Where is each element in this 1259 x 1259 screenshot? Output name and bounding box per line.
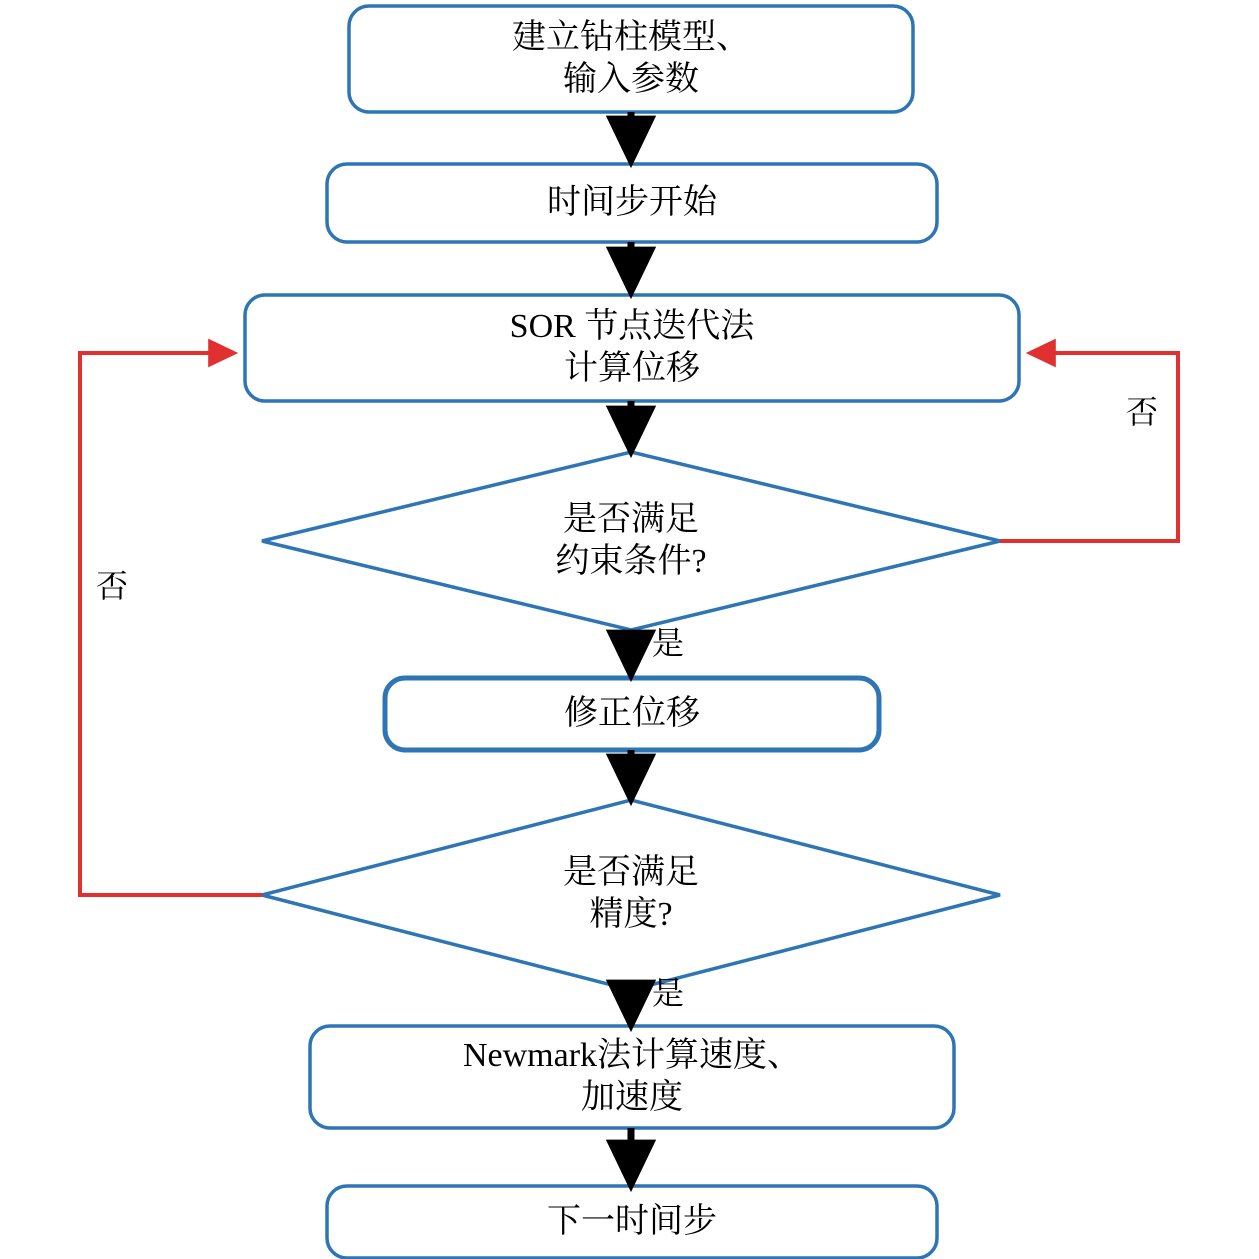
node-time-step-start-label: 时间步开始 xyxy=(547,183,717,221)
edge-label-yes-constraint: 是 xyxy=(652,625,685,661)
node-next-time-step-label: 下一时间步 xyxy=(547,1202,717,1240)
node-sor-iteration xyxy=(245,295,1019,401)
node-constraint-check-label: 是否满足 约束条件? xyxy=(555,500,707,580)
node-newmark-label: Newmark法计算速度、 加速度 xyxy=(462,1036,802,1116)
node-next-time-step xyxy=(327,1186,937,1258)
edge-constraint-no-loop xyxy=(1000,353,1178,541)
node-correct-displacement-label: 修正位移 xyxy=(564,694,700,732)
node-accuracy-check-label: 是否满足 精度? xyxy=(563,853,699,933)
node-model-label: 建立钻柱模型、 输入参数 xyxy=(512,18,750,98)
edge-label-no-left: 否 xyxy=(96,568,129,604)
node-newmark xyxy=(310,1026,954,1128)
node-model xyxy=(349,6,913,112)
edge-label-yes-accuracy: 是 xyxy=(652,975,685,1011)
node-accuracy-check xyxy=(262,800,1000,990)
node-time-step-start xyxy=(327,164,937,242)
edge-label-no-right: 否 xyxy=(1126,394,1159,430)
node-constraint-check xyxy=(262,452,1000,630)
node-correct-displacement xyxy=(385,678,879,750)
edge-accuracy-no-loop xyxy=(80,353,262,895)
node-sor-iteration-label: SOR 节点迭代法 计算位移 xyxy=(509,307,755,387)
